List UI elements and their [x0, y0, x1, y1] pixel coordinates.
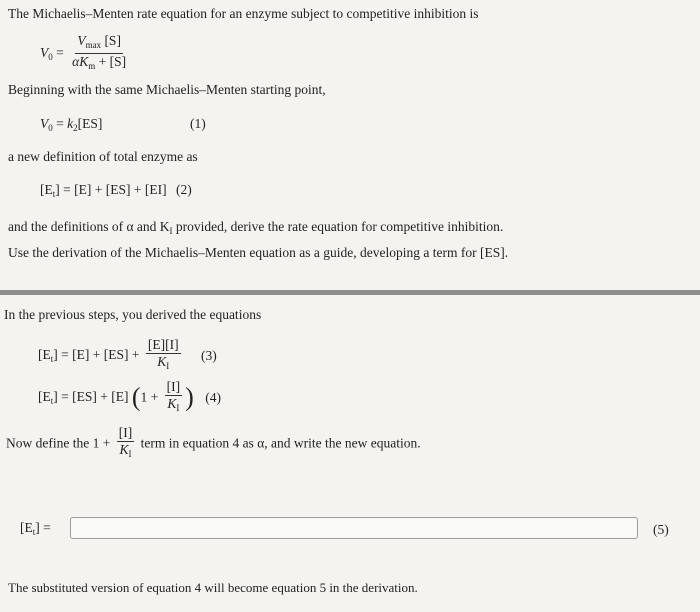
intro-line-4-a: and the definitions of α and K — [8, 219, 170, 234]
intro-line-1: The Michaelis–Menten rate equation for an enzyme subject to competitive inhibition is — [8, 6, 479, 21]
equation-2 — [40, 182, 192, 199]
equation-4-number: (4) — [205, 389, 221, 405]
define-alpha-line — [6, 426, 421, 461]
intro-line-4-b: provided, derive the rate equation for competitive inhibition. — [172, 219, 504, 234]
eq1-rest: [ES] — [77, 116, 103, 131]
section-divider — [0, 290, 700, 295]
intro-line-4-sub: I — [169, 226, 173, 236]
define-frac-num: [I] — [118, 425, 133, 440]
answer-lhs-b: ] = — [35, 520, 51, 535]
define-fraction — [117, 426, 135, 461]
equation-3 — [38, 338, 217, 373]
eq1-equals: = — [52, 116, 68, 131]
eq2-part-a: [E — [40, 182, 53, 197]
eq1-lhs: V — [40, 116, 49, 131]
rate-den-sub: m — [88, 61, 96, 71]
answer-lhs-a: [E — [20, 520, 33, 535]
intro-line-4 — [8, 219, 503, 236]
eq2-sub: t — [52, 189, 56, 199]
intro-line-5: Use the derivation of the Michaelis–Menten equation as a guide, developing a term for [ES]. — [8, 245, 509, 260]
define-frac-den-k: K — [119, 442, 129, 457]
eq4-part-b: ] = [ES] + [E] — [53, 389, 129, 404]
eq4-sub: t — [50, 396, 54, 406]
eq4-open-paren: ( — [131, 382, 141, 412]
eq1-k-sub: 2 — [73, 123, 78, 133]
rate-den-alpha: α — [72, 54, 80, 69]
eq4-close-paren: ) — [185, 382, 194, 412]
eq4-frac-den-sub: I — [176, 403, 180, 413]
eq4-part-a: [E — [38, 389, 51, 404]
eq1-lhs-sub: 0 — [48, 123, 53, 133]
answer-lhs-sub: t — [32, 527, 36, 537]
eq3-frac-num: [E][I] — [147, 337, 179, 352]
equation-2-number: (2) — [175, 182, 192, 197]
equation-4 — [38, 380, 221, 415]
rate-fraction — [70, 34, 128, 73]
eq3-part-a: [E — [38, 347, 51, 362]
equation-5-number: (5) — [653, 522, 669, 537]
equation-3-number: (3) — [200, 347, 217, 363]
eq3-frac-den-k: K — [157, 354, 167, 369]
rate-den-rest: + [S] — [95, 54, 127, 69]
rate-lhs: V — [40, 45, 49, 60]
answer-input[interactable] — [70, 517, 638, 539]
footer-note: The substituted version of equation 4 will become equation 5 in the derivation. — [8, 580, 418, 595]
rate-lhs-sub: 0 — [48, 52, 53, 62]
eq3-sub: t — [50, 354, 54, 364]
rate-num-s: [S] — [104, 33, 121, 48]
eq4-frac-num: [I] — [166, 379, 181, 394]
intro-line-2: Beginning with the same Michaelis–Menten starting point, — [8, 82, 326, 97]
rate-equals: = — [52, 45, 64, 60]
rate-num-v: V — [77, 33, 86, 48]
eq1-k: k — [67, 116, 74, 131]
define-part-a: Now define the 1 + — [6, 435, 114, 451]
intro-line-3: a new definition of total enzyme as — [8, 149, 198, 164]
eq4-frac-den-k: K — [167, 396, 177, 411]
eq3-frac-den-sub: I — [166, 361, 170, 371]
equation-1 — [40, 116, 102, 133]
eq4-fraction — [165, 380, 183, 415]
rate-num-sub: max — [85, 40, 102, 50]
eq2-part-b: ] = [E] + [ES] + [EI] — [55, 182, 167, 197]
define-part-b: term in equation 4 as α, and write the new equation. — [137, 435, 421, 451]
define-frac-den-sub: I — [128, 449, 132, 459]
eq3-part-b: ] = [E] + [ES] + — [53, 347, 143, 362]
eq4-one: 1 + — [140, 389, 162, 405]
section2-heading: In the previous steps, you derived the equations — [4, 307, 262, 322]
answer-lhs — [20, 520, 51, 537]
equation-1-number: (1) — [190, 116, 206, 131]
eq3-fraction — [146, 338, 181, 373]
rate-equation — [40, 34, 131, 73]
rate-den-k: K — [79, 54, 89, 69]
